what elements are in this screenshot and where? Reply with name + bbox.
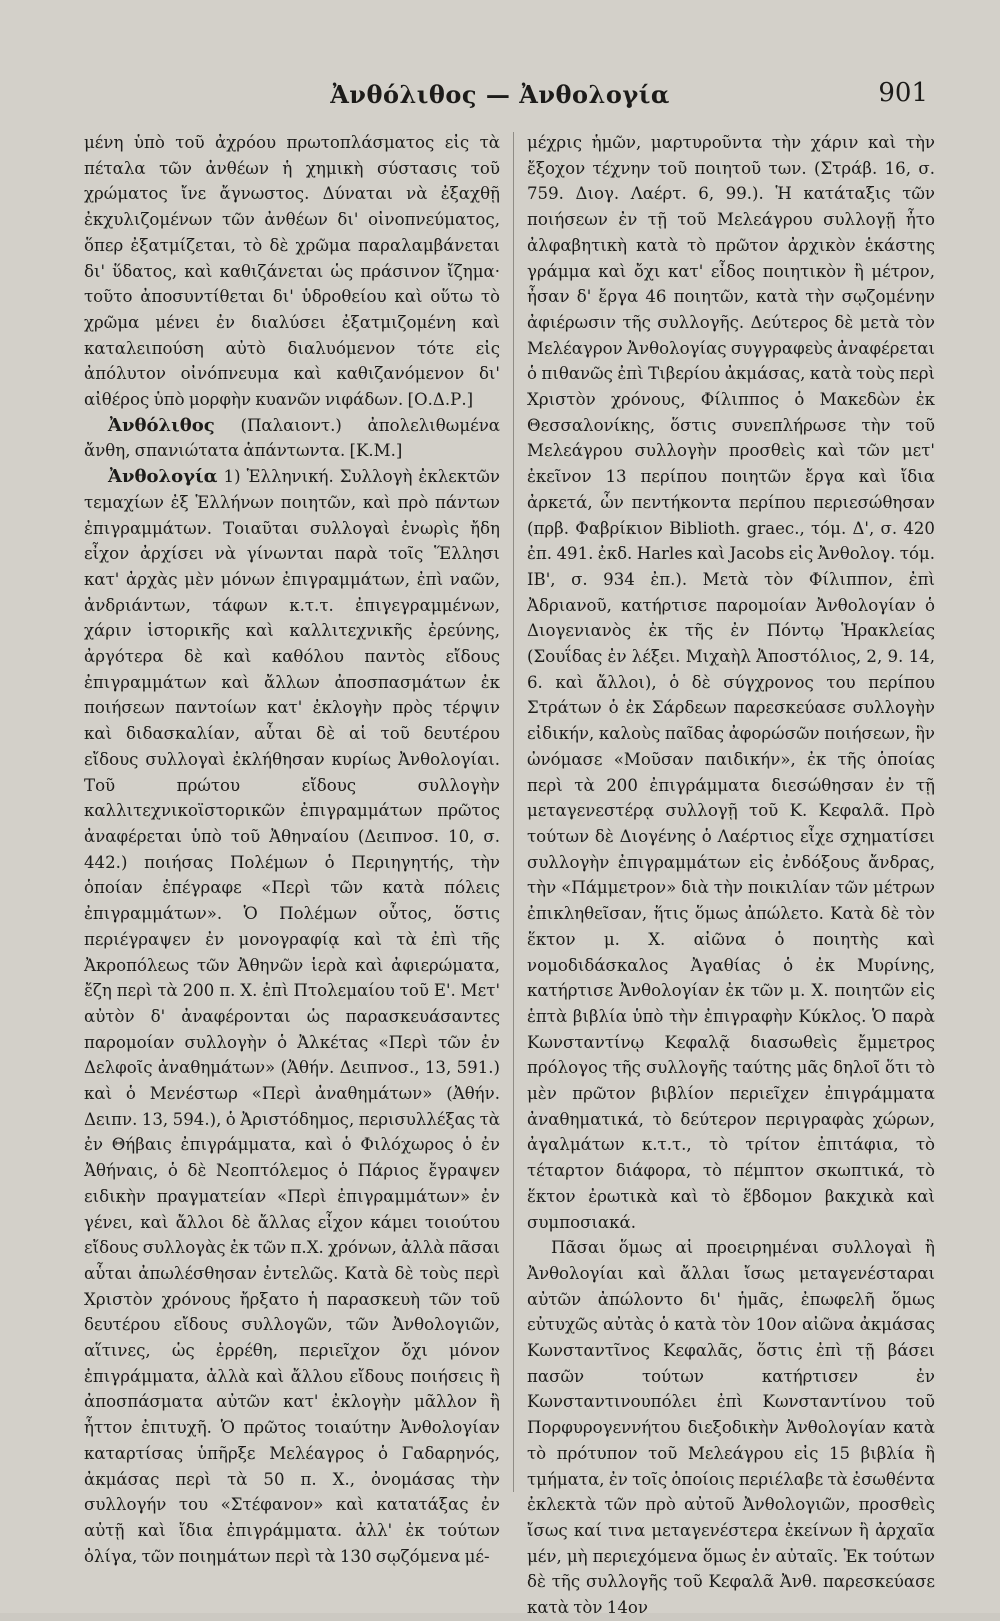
running-header xyxy=(0,74,1000,114)
headword-antholithos: Ἀνθόλιθος xyxy=(108,414,215,436)
right-paragraph-2: Πᾶσαι ὅμως αἱ προειρημέναι συλλογαὶ ἢ Ἀνθολογίαι καὶ ἄλλαι ἴσως μεταγενέσταραι αὐτῶν ἀπώλοντο δι' ἡμᾶς, ἐπωφελῆ ὅμως εὐτυχῶς αὐτὰς ὁ κατὰ τὸν 10ον αἰῶνα ἀκμάσας Κωνσταντῖνος Κεφαλᾶς, ὅστις ἐπὶ τῇ βάσει πασῶν τούτων κατήρτισεν ἐν Κωνσταντινουπόλει ἐπὶ Κωνσταντίνου τοῦ Πορφυρογεννήτου διεξοδικὴν Ἀνθολογίαν κατὰ τὸ πρότυπον τοῦ Μελεάγρου εἰς 15 βιβλία ἢ τμήματα, ἐν τοῖς ὁποίοις περιέλαβε τὰ ἐσωθέντα ἐκλεκτὰ τῶν πρὸ αὐτοῦ Ἀνθολογιῶν, προσθεὶς ἴσως καί τινα μεταγενέστερα ἐκείνων ἢ ἀρχαῖα μέν, μὴ περιεχόμενα ὅμως ἐν αὐταῖς. Ἐκ τούτων δὲ τῆς συλλογῆς τοῦ Κεφαλᾶ Ἀνθ. παρεσκεύασε κατὰ τὸν 14ον xyxy=(527,1238,935,1618)
headword-anthologia: Ἀνθολογία xyxy=(108,466,218,488)
entry-antholithos xyxy=(84,413,500,464)
right-paragraph-1: μέχρις ἡμῶν, μαρτυροῦντα τὴν χάριν καὶ τὴν ἔξοχον τέχνην τοῦ ποιητοῦ των. (Στράβ. 16, σ. 759. Διογ. Λαέρτ. 6, 99.). Ἡ κατάταξις τῶν ποιήσεων ἐν τῇ τοῦ Μελεάγρου συλλογῇ ἦτο ἀλφαβητικὴ κατὰ τὸ πρῶτον ἀρχικὸν ἑκάστης γράμμα καὶ ὄχι κατ' εἶδος ποιητικὸν ἢ μέτρον, ἦσαν δ' ἔργα 46 ποιητῶν, κατὰ τὴν σῳζομένην ἀφιέρωσιν τῆς συλλογῆς. Δεύτερος δὲ μετὰ τὸν Μελέαγρον Ἀνθολογίας συγγραφεὺς ἀναφέρεται ὁ πιθανῶς ἐπὶ Τιβερίου ἀκμάσας, κατὰ τοὺς περὶ Χριστὸν χρόνους, Φίλιππος ὁ Μακεδὼν ἐκ Θεσσαλονίκης, ὅστις συνεπλήρωσε τὴν τοῦ Μελεάγρου συλλογὴν προσθεὶς καὶ τῶν μετ' ἐκεῖνον 13 περίπου ποιητῶν ἔργα καὶ ἴδια ἀρκετά, ὧν πεντήκοντα περίπου περιεσώθησαν (πρβ. Φαβρίκιον Biblioth. graec., τόμ. Δ', σ. 420 ἐπ. 491. ἐκδ. Harles καὶ Jacobs εἰς Ἀνθολογ. τόμ. ΙΒ', σ. 934 ἐπ.). Μετὰ τὸν Φίλιππον, ἐπὶ Ἀδριανοῦ, κατήρτισε παρομοίαν Ἀνθολογίαν ὁ Διογενιανὸς ἐκ τῆς ἐν Πόντῳ Ἡρακλείας (Σουΐδας ἐν λέξει. Μιχαὴλ Ἀποστόλιος, 2, 9. 14, 6. καὶ ἄλλοι), ὁ δὲ σύγχρονος του περίπου Στράτων ὁ ἐκ Σάρδεων παρεσκεύασε συλλογὴν εἰδικήν, καλοὺς παῖδας ἀφορώσῶν ποιήσεων, ἣν ὠνόμασε «Μοῦσαν παιδικήν», ἐκ τῆς ὁποίας περὶ τὰ 200 ἐπιγράμματα διεσώθησαν ἐν τῇ μεταγενεστέρᾳ συλλογῇ τοῦ Κ. Κεφαλᾶ. Πρὸ τούτων δὲ Διογένης ὁ Λαέρτιος εἶχε σχηματίσει συλλογὴν ἐπιγραμμάτων εἰς ἐνδόξους ἄνδρας, τὴν «Πάμμετρον» διὰ τὴν ποικιλίαν τῶν μέτρων ἐπικληθεῖσαν, ἥτις ὅμως ἀπώλετο. Κατὰ δὲ τὸν ἕκτον μ. Χ. αἰῶνα ὁ ποιητὴς καὶ νομοδιδάσκαλος Ἀγαθίας ὁ ἐκ Μυρίνης, κατήρτισε Ἀνθολογίαν ἐκ τῶν μ. Χ. ποιητῶν εἰς ἑπτὰ βιβλία ὑπὸ τὴν ἐπιγραφὴν Κύκλος. Ὁ παρὰ Κωνσταντίνῳ Κεφαλᾷ διασωθεὶς ἔμμετρος πρόλογος τῆς συλλογῆς ταύτης μᾶς δηλοῖ ὅτι τὸ μὲν πρῶτον βιβλίον περιεῖχεν ἐπιγράμματα ἀναθηματικά, τὸ δεύτερον περιγραφὰς χώρων, ἀγαλμάτων κ.τ.τ., τὸ τρίτον ἐπιτάφια, τὸ τέταρτον διάφορα, τὸ πέμπτον σκωπτικά, τὸ ἕκτον ἐρωτικὰ καὶ τὸ ἕβδομον βακχικὰ καὶ συμποσιακά. xyxy=(527,133,935,1232)
column-divider xyxy=(513,132,514,1492)
right-column xyxy=(527,130,935,1621)
page-number: 901 xyxy=(878,78,928,108)
entry-antholithos-text: (Παλαιοντ.) ἀπολελιθωμένα ἄνθη, σπανιώτατα ἁπάντωντα. [Κ.Μ.] xyxy=(84,415,500,461)
entry-anthologia xyxy=(84,464,500,1569)
left-column xyxy=(84,130,500,1569)
header-title: Ἀνθόλιθος — Ἀνθολογία xyxy=(330,80,670,109)
entry-anthologia-text: 1) Ἑλληνική. Συλλογὴ ἐκλεκτῶν τεμαχίων ἐξ Ἑλλήνων ποιητῶν, καὶ πρὸ πάντων ἐπιγραμμάτων. Τοιαῦται συλλογαὶ ἐνωρὶς ἤδη εἶχον ἀρχίσει νὰ γίνωνται παρὰ τοῖς Ἕλλησι κατ' ἀρχὰς μὲν μόνων ἐπιγραμμάτων, ἐπὶ ναῶν, ἀνδριάντων, τάφων κ.τ.τ. ἐπιγεγραμμένων, χάριν ἱστορικῆς καὶ καλλιτεχνικῆς ἐρεύνης, ἀργότερα δὲ καὶ καθόλου παντὸς εἴδους ἐπιγραμμάτων καὶ ἄλλων ἀποσπασμάτων ἐκ ποιήσεων παντοίων κατ' ἐκλογὴν πρὸς τέρψιν καὶ διδασκαλίαν, αὗται δὲ αἱ τοῦ δευτέρου εἴδους συλλογαὶ ἐκλήθησαν κυρίως Ἀνθολογίαι. Τοῦ πρώτου εἴδους συλλογὴν καλλιτεχνικοϊστορικῶν ἐπιγραμμάτων πρῶτος ἀναφέρεται ὑπὸ τοῦ Ἀθηναίου (Δειπνοσ. 10, σ. 442.) ποιήσας Πολέμων ὁ Περιηγητής, τὴν ὁποίαν ἐπέγραφε «Περὶ τῶν κατὰ πόλεις ἐπιγραμμάτων». Ὁ Πολέμων οὗτος, ὅστις περιέγραψεν ἐν μονογραφίᾳ καὶ τὰ ἐπὶ τῆς Ἀκροπόλεως τῶν Ἀθηνῶν ἱερὰ καὶ ἀφιερώματα, ἔζη περὶ τὰ 200 π. Χ. ἐπὶ Πτολεμαίου τοῦ Ε'. Μετ' αὐτὸν δ' ἀναφέρονται ὡς παρασκευάσαντες παρομοίαν συλλογὴν ὁ Ἀλκέτας «Περὶ τῶν ἐν Δελφοῖς ἀναθημάτων» (Ἀθήν. Δειπνοσ., 13, 591.) καὶ ὁ Μενέστωρ «Περὶ ἀναθημάτων» (Ἀθήν. Δειπν. 13, 594.), ὁ Ἀριστόδημος, περισυλλέξας τὰ ἐν Θήβαις ἐπιγράμματα, καὶ ὁ Φιλόχωρος ὁ ἐν Ἀθήναις, ὁ δὲ Νεοπτόλεμος ὁ Πάριος ἔγραψεν ειδικὴν πραγματείαν «Περὶ ἐπιγραμμάτων» ἐν γένει, καὶ ἄλλοι δὲ ἄλλας εἶχον κάμει τοιούτου εἴδους συλλογὰς ἐκ τῶν π.Χ. χρόνων, ἀλλὰ πᾶσαι αὗται ἀπωλέσθησαν ἐντελῶς. Κατὰ δὲ τοὺς περὶ Χριστὸν χρόνους ἤρξατο ἡ παρασκευὴ τῶν τοῦ δευτέρου εἴδους συλλογῶν, τῶν Ἀνθολογιῶν, αἵτινες, ὡς ἐρρέθη, περιεῖχον ὄχι μόνον ἐπιγράμματα, ἀλλὰ καὶ ἄλλου εἴδους ποιήσεις ἢ ἀποσπάσματα αὐτῶν κατ' ἐκλογὴν μᾶλλον ἢ ἧττον ἐπιτυχῆ. Ὁ πρῶτος τοιαύτην Ἀνθολογίαν καταρτίσας ὑπῆρξε Μελέαγρος ὁ Γαδαρηνός, ἀκμάσας περὶ τὰ 50 π. Χ., ὀνομάσας τὴν συλλογήν του «Στέφανον» καὶ κατατάξας ἐν αὐτῇ καὶ ἴδια ἐπιγράμματα. ἀλλ' ἐκ τούτων ὀλίγα, τῶν ποιημάτων περὶ τὰ 130 σῳζόμενα μέ- xyxy=(84,467,500,1566)
left-paragraph-1: μένη ὑπὸ τοῦ ἀχρόου πρωτοπλάσματος εἰς τὰ πέταλα τῶν ἀνθέων ἡ χημικὴ σύστασις τοῦ χρώματος ἴνε ἄγνωστος. Δύναται νὰ ἐξαχθῇ ἐκχυλιζομένων τῶν ἀνθέων δι' οἰνοπνεύματος, ὅπερ ἐξατμίζεται, τὸ δὲ χρῶμα παραλαμβάνεται δι' ὕδατος, καὶ καθιζάνεται ὡς πράσινον ἴζημα· τοῦτο ἀποσυντίθεται δι' ὑδροθείου καὶ οὕτω τὸ χρῶμα μένει ἐν διαλύσει ἐξατμιζομένη καὶ καταλειπούση αὐτὸ διαλυόμενον τότε εἰς ἀπόλυτον οἰνόπνευμα καὶ καθιζανόμενον δι' αἰθέρος ὑπὸ μορφὴν κυανῶν νιφάδων. [Ο.Δ.Ρ.] xyxy=(84,133,500,410)
